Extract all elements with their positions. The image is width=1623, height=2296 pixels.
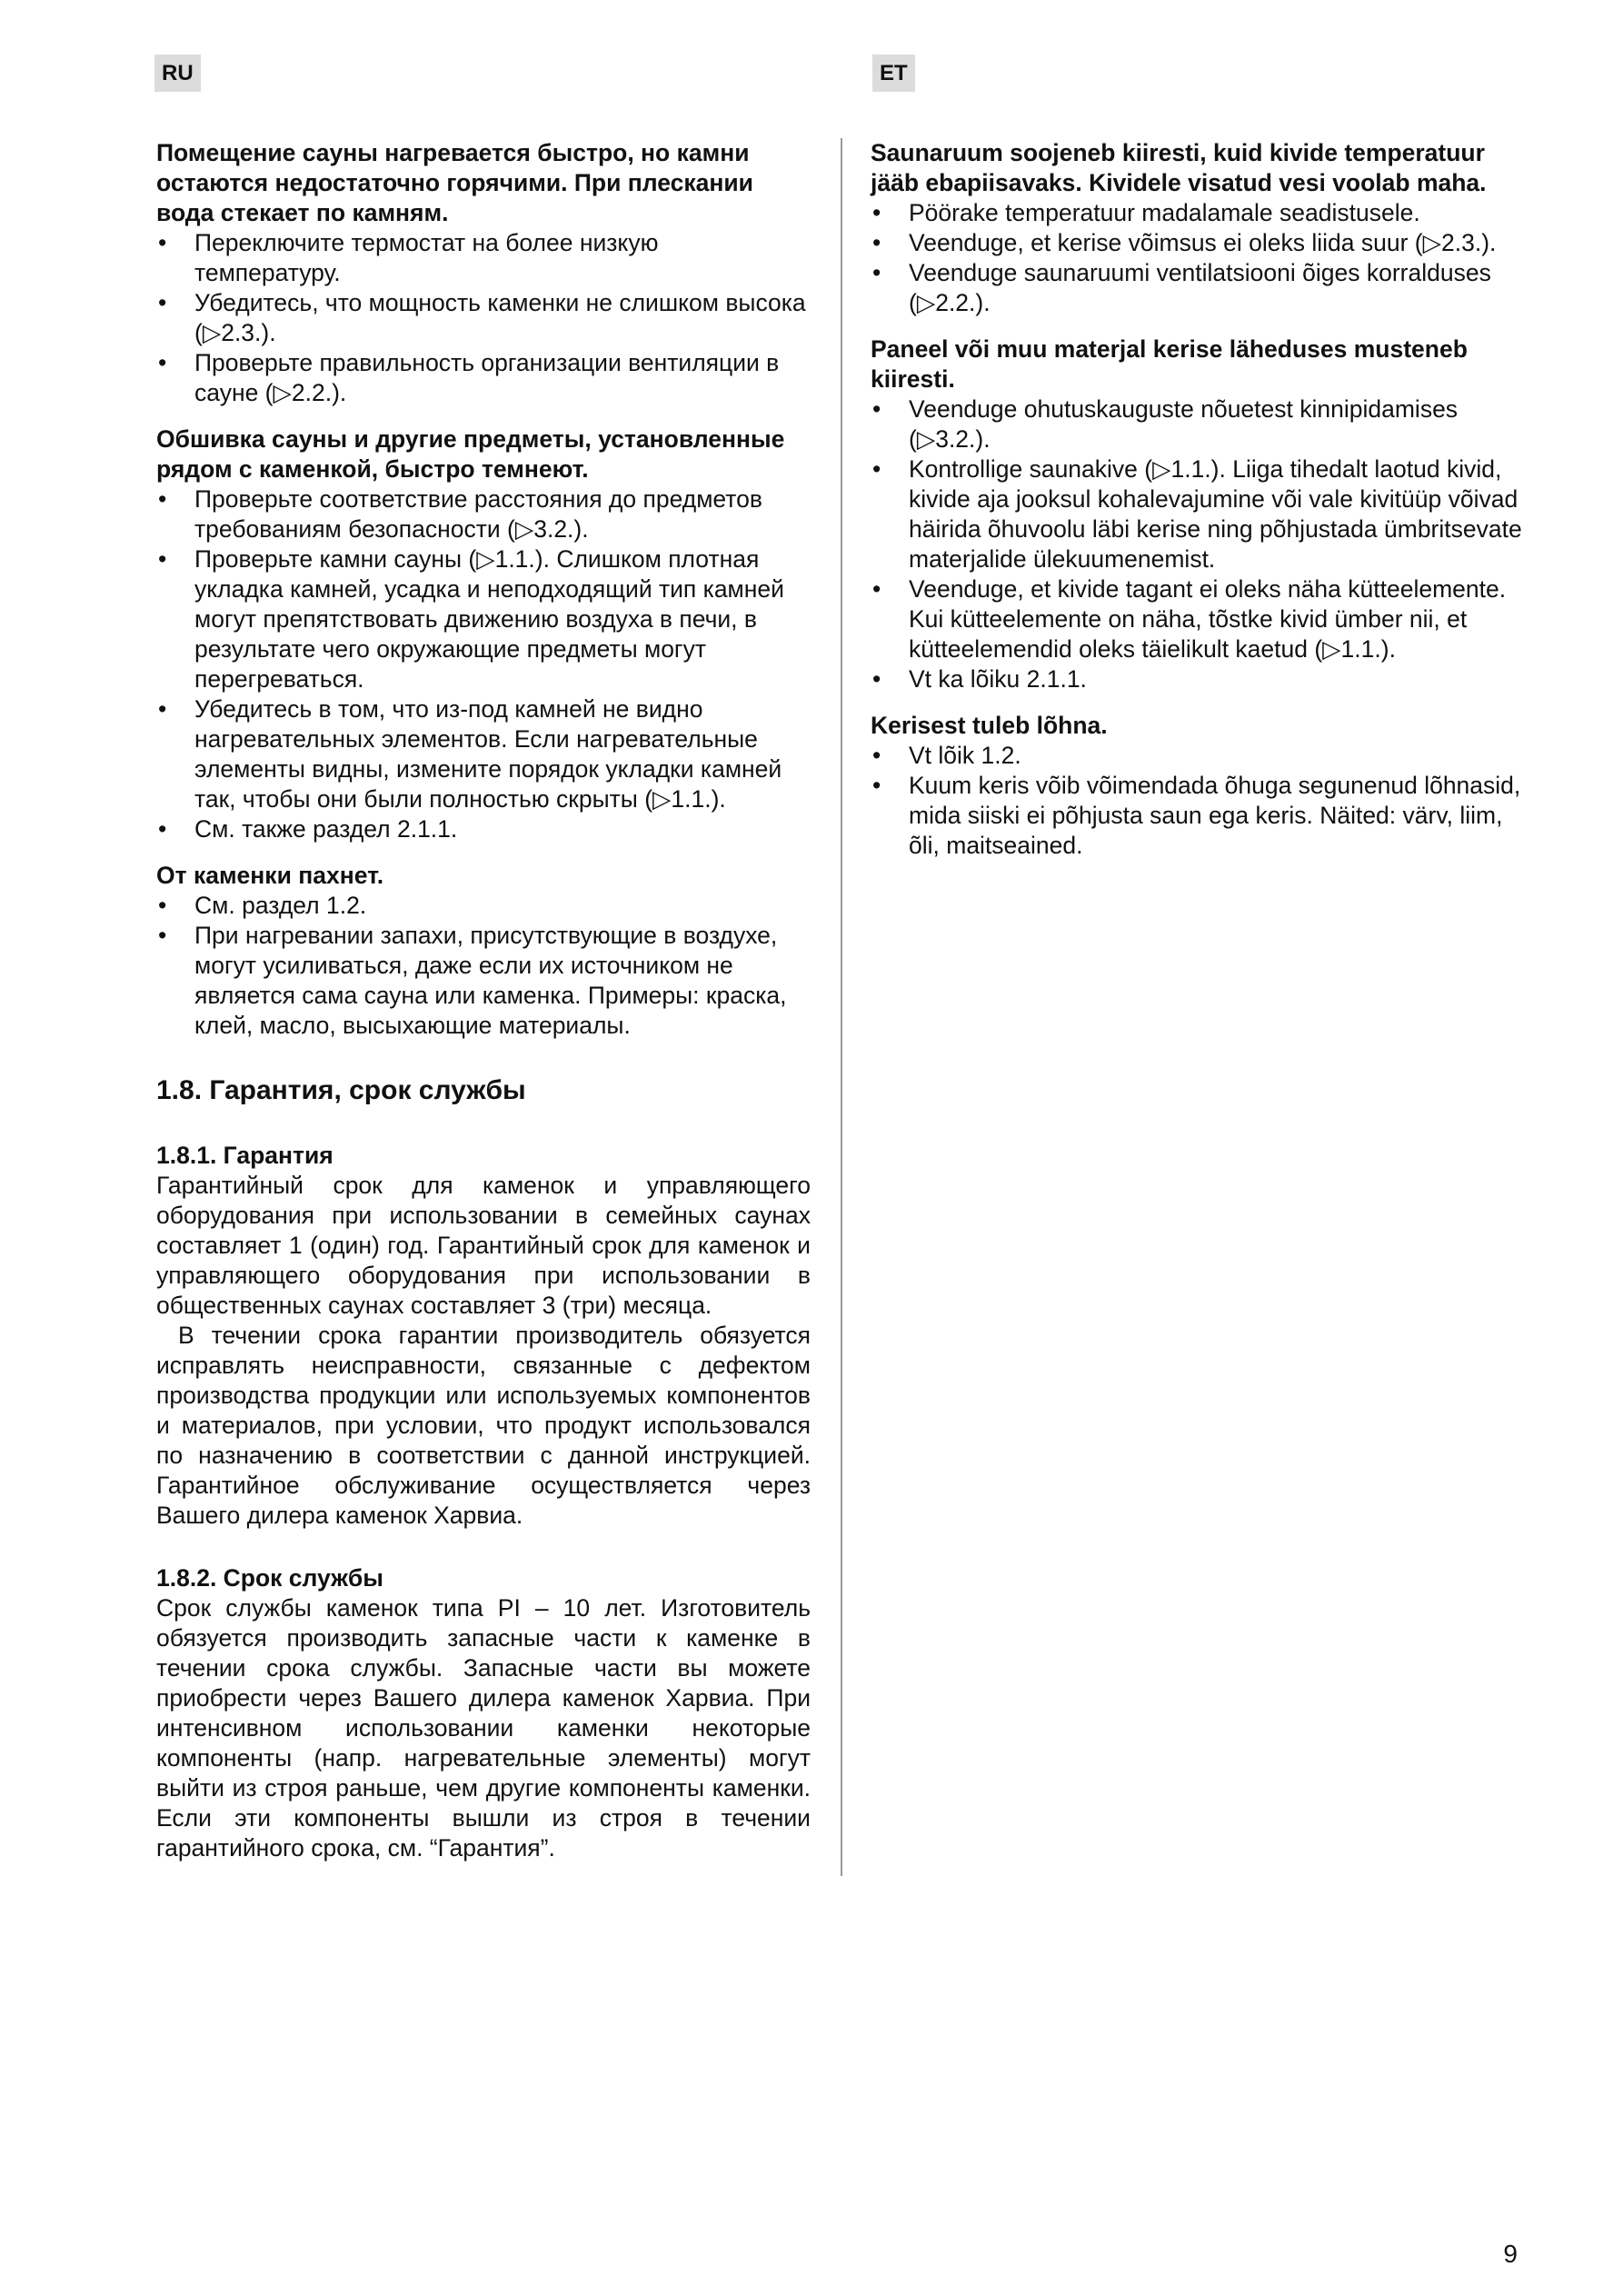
- section-title-warranty-lifetime: 1.8. Гарантия, срок службы: [156, 1075, 526, 1105]
- list-item: • Veenduge ohutuskauguste nõuetest kinnipidamises (▷3.2.).: [871, 394, 1527, 454]
- list-item: • Проверьте соответствие расстояния до предметов требованиям безопасности (▷3.2.).: [156, 484, 811, 544]
- language-tag-et: ET: [872, 55, 915, 92]
- ru-troubleshoot-heading-2: Обшивка сауны и другие предметы, установленные рядом с каменкой, быстро темнеют.: [156, 425, 785, 483]
- subsection-title-warranty: 1.8.1. Гарантия: [156, 1142, 334, 1169]
- list-item: • Проверьте правильность организации вентиляции в сауне (▷2.2.).: [156, 348, 811, 408]
- lifetime-paragraph: Срок службы каменок типа PI – 10 лет. Изготовитель обязуется производить запасные части к каменке в течении срока службы. Запасные части вы можете приобрести через Вашего дилера каменок Харвиа. При интенсивном использовании каменки некоторые компоненты (напр. нагревательные элементы) могут выйти из строя раньше, чем другие компоненты каменки. Если эти компоненты вышли из строя в течении гарантийного срока, см. “Гарантия”.: [156, 1594, 811, 1862]
- list-item: • Убедитесь в том, что из-под камней не видно нагревательных элементов. Если нагревательные элементы видны, измените порядок укладки камней так, чтобы они были полностью скрыты (▷1.1.).: [156, 694, 811, 814]
- list-item: • Veenduge, et kerise võimsus ei oleks liida suur (▷2.3.).: [871, 228, 1527, 258]
- estonian-column: [871, 138, 1527, 861]
- et-troubleshoot-list-2: [871, 394, 1527, 694]
- list-item: • При нагревании запахи, присутствующие в воздухе, могут усиливаться, даже если их источником не является сама сауна или каменка. Примеры: краска, клей, масло, высыхающие материалы.: [156, 921, 811, 1041]
- language-tag-ru: RU: [154, 55, 201, 92]
- list-item: • См. раздел 1.2.: [156, 891, 811, 921]
- warranty-paragraph-1: Гарантийный срок для каменок и управляющего оборудования при использовании в семейных саунах составляет 1 (один) год. Гарантийный срок для каменок и управляющего оборудования при использовании в общественных саунах составляет 3 (три) месяца.: [156, 1172, 811, 1319]
- et-troubleshoot-list-3: [871, 741, 1527, 861]
- column-divider: [841, 138, 842, 1876]
- ru-troubleshoot-heading-3: От каменки пахнет.: [156, 862, 384, 889]
- russian-column: [156, 138, 811, 1863]
- list-item: • Veenduge, et kivide tagant ei oleks näha kütteelemente. Kui kütteelemente on näha, tõstke kivid ümber nii, et kütteelemendid oleks täielikult kaetud (▷1.1.).: [871, 574, 1527, 664]
- list-item: • См. также раздел 2.1.1.: [156, 814, 811, 844]
- ru-troubleshoot-list-2: [156, 484, 811, 844]
- list-item: • Переключите термостат на более низкую температуру.: [156, 228, 811, 288]
- et-troubleshoot-list-1: [871, 198, 1527, 318]
- list-item: • Veenduge saunaruumi ventilatsiooni õiges korralduses (▷2.2.).: [871, 258, 1527, 318]
- list-item: • Pöörake temperatuur madalamale seadistusele.: [871, 198, 1527, 228]
- et-troubleshoot-heading-1: Saunaruum soojeneb kiiresti, kuid kivide temperatuur jääb ebapiisavaks. Kividele visatud vesi voolab maha.: [871, 139, 1487, 196]
- et-troubleshoot-heading-2: Paneel või muu materjal kerise läheduses musteneb kiiresti.: [871, 335, 1468, 393]
- list-item: • Kontrollige saunakive (▷1.1.). Liiga tihedalt laotud kivid, kivide aja jooksul kohalevajumine või vale kivitüüp võivad häirida õhuvoolu läbi kerise ning põhjustada ümbritsevate materjalide ülekuumenemist.: [871, 454, 1527, 574]
- ru-troubleshoot-heading-1: Помещение сауны нагревается быстро, но камни остаются недостаточно горячими. При плескании вода стекает по камням.: [156, 139, 753, 226]
- list-item: • Проверьте камни сауны (▷1.1.). Слишком плотная укладка камней, усадка и неподходящий тип камней могут препятствовать движению воздуха в печи, в результате чего окружающие предметы могут перегреваться.: [156, 544, 811, 694]
- warranty-paragraph-2: В течении срока гарантии производитель обязуется исправлять неисправности, связанные с дефектом производства продукции или используемых компонентов и материалов, при условии, что продукт использовался по назначению в соответствии с данной инструкцией. Гарантийное обслуживание осуществляется через Вашего дилера каменок Харвиа.: [156, 1322, 811, 1529]
- list-item: • Vt lõik 1.2.: [871, 741, 1527, 771]
- ru-troubleshoot-list-3: [156, 891, 811, 1041]
- et-troubleshoot-heading-3: Kerisest tuleb lõhna.: [871, 712, 1108, 739]
- list-item: • Kuum keris võib võimendada õhuga segunenud lõhnasid, mida siiski ei põhjusta saun ega keris. Näited: värv, liim, õli, maitseained.: [871, 771, 1527, 861]
- list-item: • Убедитесь, что мощность каменки не слишком высока (▷2.3.).: [156, 288, 811, 348]
- ru-troubleshoot-list-1: [156, 228, 811, 408]
- list-item: • Vt ka lõiku 2.1.1.: [871, 664, 1527, 694]
- subsection-title-lifetime: 1.8.2. Срок службы: [156, 1564, 383, 1592]
- page-number: 9: [1503, 2240, 1518, 2268]
